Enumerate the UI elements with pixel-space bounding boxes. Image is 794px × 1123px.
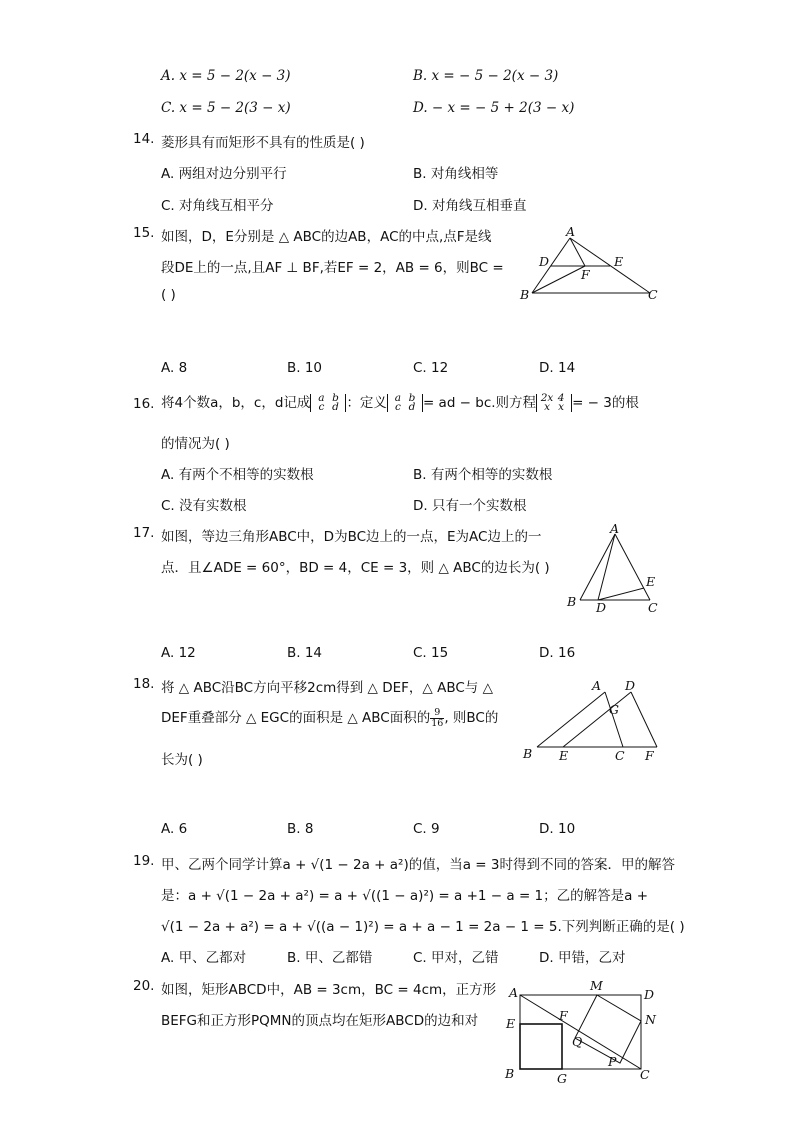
q17-label-b: B [567,594,577,609]
q17-label-e: E [646,574,656,589]
q16-option-c: C. 没有实数根 [161,498,247,514]
q17-figure [560,522,670,618]
q20-number: 20. [133,978,155,994]
q18-label-c: C [615,748,625,763]
q20-line-1: 如图，矩形ABCD中，AB = 3cm，BC = 4cm，正方形 [161,982,497,998]
q20-label-p: P [608,1054,617,1069]
q17-line-1: 如图，等边三角形ABC中，D为BC边上的一点，E为AC边上的一 [161,529,542,545]
q20-label-g: G [557,1071,567,1086]
q18-text-a: DEF重叠部分 △ EGC的面积是 △ ABC面积的 [161,710,431,726]
q15-option-d: D. 14 [539,360,576,376]
q15-option-b: B. 10 [287,360,323,376]
q17-option-d: D. 16 [539,645,576,661]
q18-figure [515,676,665,766]
q15-label-a: A [566,224,576,239]
q18-option-d: D. 10 [539,821,576,837]
q16-det-abcd-def: a b c d [387,394,423,412]
q19-line-1: 甲、乙两个同学计算a + √(1 − 2a + a²)的值，当a = 3时得到不同的答案．甲的解答 [161,857,675,873]
q16-text-a: 将4个数a，b，c，d记成 [161,395,311,411]
q17-line-2: 点．且∠ADE = 60°，BD = 4，CE = 3，则 △ ABC的边长为( ) [161,560,550,576]
q16-option-a: A. 有两个不相等的实数根 [161,467,314,483]
q16-line-2: 的情况为( ) [161,436,230,452]
q19-option-d: D. 甲错，乙对 [539,950,626,966]
q19-option-a: A. 甲、乙都对 [161,950,247,966]
q19-number: 19. [133,853,155,869]
q13-option-c: C. x = 5 − 2(3 − x) [161,100,291,116]
q13-option-a: A. x = 5 − 2(x − 3) [161,68,291,84]
q15-line-1: 如图，D，E分别是 △ ABC的边AB，AC的中点,点F是线 [161,229,492,245]
q14-option-a: A. 两组对边分别平行 [161,166,287,182]
q18-label-e: E [559,748,569,763]
q18-label-a: A [592,678,602,693]
q17-label-a: A [610,522,620,536]
q18-option-a: A. 6 [161,821,188,837]
q16-option-d: D. 只有一个实数根 [413,498,527,514]
q16-line-1 [161,392,639,414]
q20-label-e: E [506,1016,516,1031]
q16-number: 16. [133,396,155,412]
q18-line-3: 长为( ) [161,752,203,768]
q20-label-m: M [590,978,603,993]
q15-label-d: D [539,254,550,269]
q20-label-f: F [559,1008,568,1023]
q16-text-d: = − 3的根 [572,395,639,411]
q17-option-b: B. 14 [287,645,323,661]
q20-label-n: N [645,1012,656,1027]
q18-line-1: 将 △ ABC沿BC方向平移2cm得到 △ DEF，△ ABC与 △ [161,680,493,696]
q15-line-2: 段DE上的一点,且AF ⊥ BF,若EF = 2，AB = 6，则BC = [161,260,504,276]
q18-number: 18. [133,676,155,692]
q17-number: 17. [133,525,155,541]
q17-option-a: A. 12 [161,645,196,661]
q15-label-c: C [648,287,658,302]
q13-option-b: B. x = − 5 − 2(x − 3) [413,68,559,84]
q18-label-f: F [645,748,654,763]
q19-option-b: B. 甲、乙都错 [287,950,373,966]
q18-line-2 [161,706,498,730]
q14-option-b: B. 对角线相等 [413,166,499,182]
q19-option-c: C. 甲对，乙错 [413,950,499,966]
q18-option-c: C. 9 [413,821,440,837]
q18-option-b: B. 8 [287,821,314,837]
q20-label-q: Q [572,1034,583,1049]
q15-option-a: A. 8 [161,360,188,376]
q20-label-b: B [505,1066,515,1081]
q14-option-c: C. 对角线互相平分 [161,198,274,214]
q17-label-d: D [596,600,607,615]
q18-label-b: B [523,746,533,761]
q18-fraction: $\frac{9}{16}$ [431,706,444,729]
q20-label-d: D [644,987,655,1002]
q18-label-g: G [609,702,619,717]
q20-figure [500,976,668,1092]
q20-label-c: C [640,1067,650,1082]
q17-label-c: C [648,600,658,615]
q15-label-e: E [614,254,624,269]
q20-label-a: A [509,985,519,1000]
q16-option-b: B. 有两个相等的实数根 [413,467,553,483]
q16-det-abcd: a b c d [310,394,346,412]
q18-label-d: D [625,678,636,693]
q15-option-c: C. 12 [413,360,449,376]
q18-text-b: , 则BC的 [444,710,499,726]
q15-figure [510,222,670,306]
q14-option-d: D. 对角线互相垂直 [413,198,527,214]
q16-text-c: = ad − bc.则方程 [422,395,537,411]
q15-number: 15. [133,225,155,241]
q13-option-d: D. − x = − 5 + 2(3 − x) [413,100,575,116]
q17-option-c: C. 15 [413,645,449,661]
q15-label-b: B [520,287,530,302]
q14-number: 14. [133,131,155,147]
q16-text-b: ：定义 [346,395,387,411]
q19-line-2: 是：a + √(1 − 2a + a²) = a + √((1 − a)²) = a +1 − a = 1；乙的解答是a + [161,888,649,904]
q14-stem: 菱形具有而矩形不具有的性质是( ) [161,135,365,151]
q15-label-f: F [581,267,590,282]
q16-det-equation: 2x 4 x x [536,394,572,412]
q20-line-2: BEFG和正方形PQMN的顶点均在矩形ABCD的边和对 [161,1013,479,1029]
q15-line-3: ( ) [161,287,176,303]
q19-line-3: √(1 − 2a + a²) = a + √((a − 1)²) = a + a − 1 = 2a − 1 = 5.下列判断正确的是( ) [161,919,685,935]
